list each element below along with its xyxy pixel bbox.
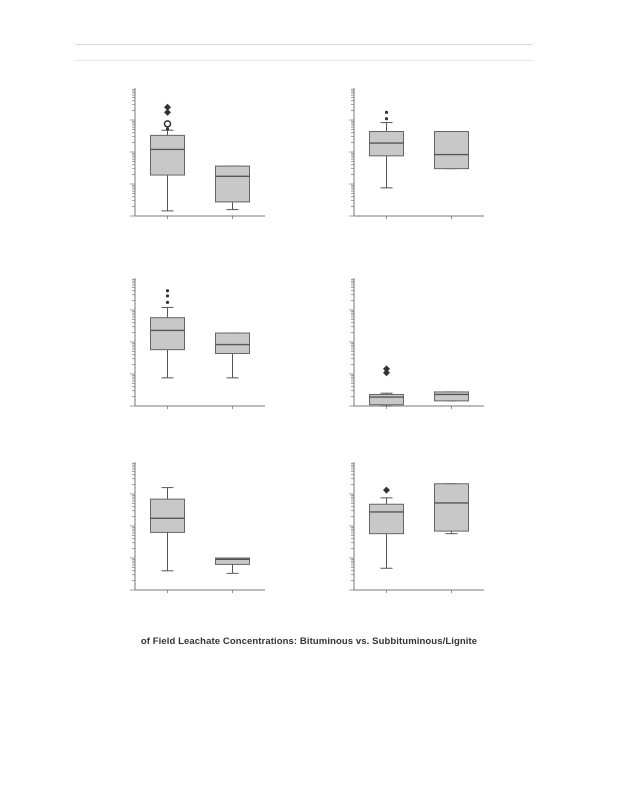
iqr-box: [370, 504, 404, 533]
boxplot-6: [336, 456, 496, 598]
iqr-box: [151, 318, 185, 350]
boxplot-2: [336, 82, 496, 224]
box-1: [370, 111, 404, 188]
box-2: [216, 333, 250, 378]
iqr-box: [216, 333, 250, 353]
box-2: [216, 558, 250, 573]
iqr-box: [151, 499, 185, 532]
box-1: [151, 488, 185, 571]
outlier-marker: [166, 127, 169, 130]
boxplot-3: [117, 272, 277, 414]
box-2: [435, 132, 469, 169]
boxplot-4: [336, 272, 496, 414]
iqr-box: [151, 135, 185, 175]
outlier-marker: [166, 289, 169, 292]
boxplot-1: [117, 82, 277, 224]
outlier-marker: [166, 301, 169, 304]
outlier-marker: [383, 487, 390, 494]
iqr-box: [216, 166, 250, 202]
header-rule: [75, 44, 533, 45]
box-1: [370, 487, 404, 569]
box-1: [370, 365, 404, 406]
iqr-box: [435, 484, 469, 531]
outlier-marker: [383, 365, 390, 372]
iqr-box: [435, 132, 469, 169]
outlier-marker: [385, 111, 388, 114]
box-2: [435, 392, 469, 401]
box-1: [151, 104, 185, 211]
outlier-marker: [385, 117, 388, 120]
iqr-box: [370, 394, 404, 404]
box-1: [151, 289, 185, 378]
boxplot-5: [117, 456, 277, 598]
outlier-marker: [165, 121, 171, 127]
iqr-box: [435, 392, 469, 401]
box-2: [216, 166, 250, 210]
box-2: [435, 484, 469, 534]
outlier-marker: [166, 294, 169, 297]
header-rule-faint: [75, 60, 533, 61]
figure-caption: of Field Leachate Concentrations: Bituminous vs. Subbituminous/Lignite: [140, 636, 478, 647]
outlier-marker: [164, 104, 171, 111]
